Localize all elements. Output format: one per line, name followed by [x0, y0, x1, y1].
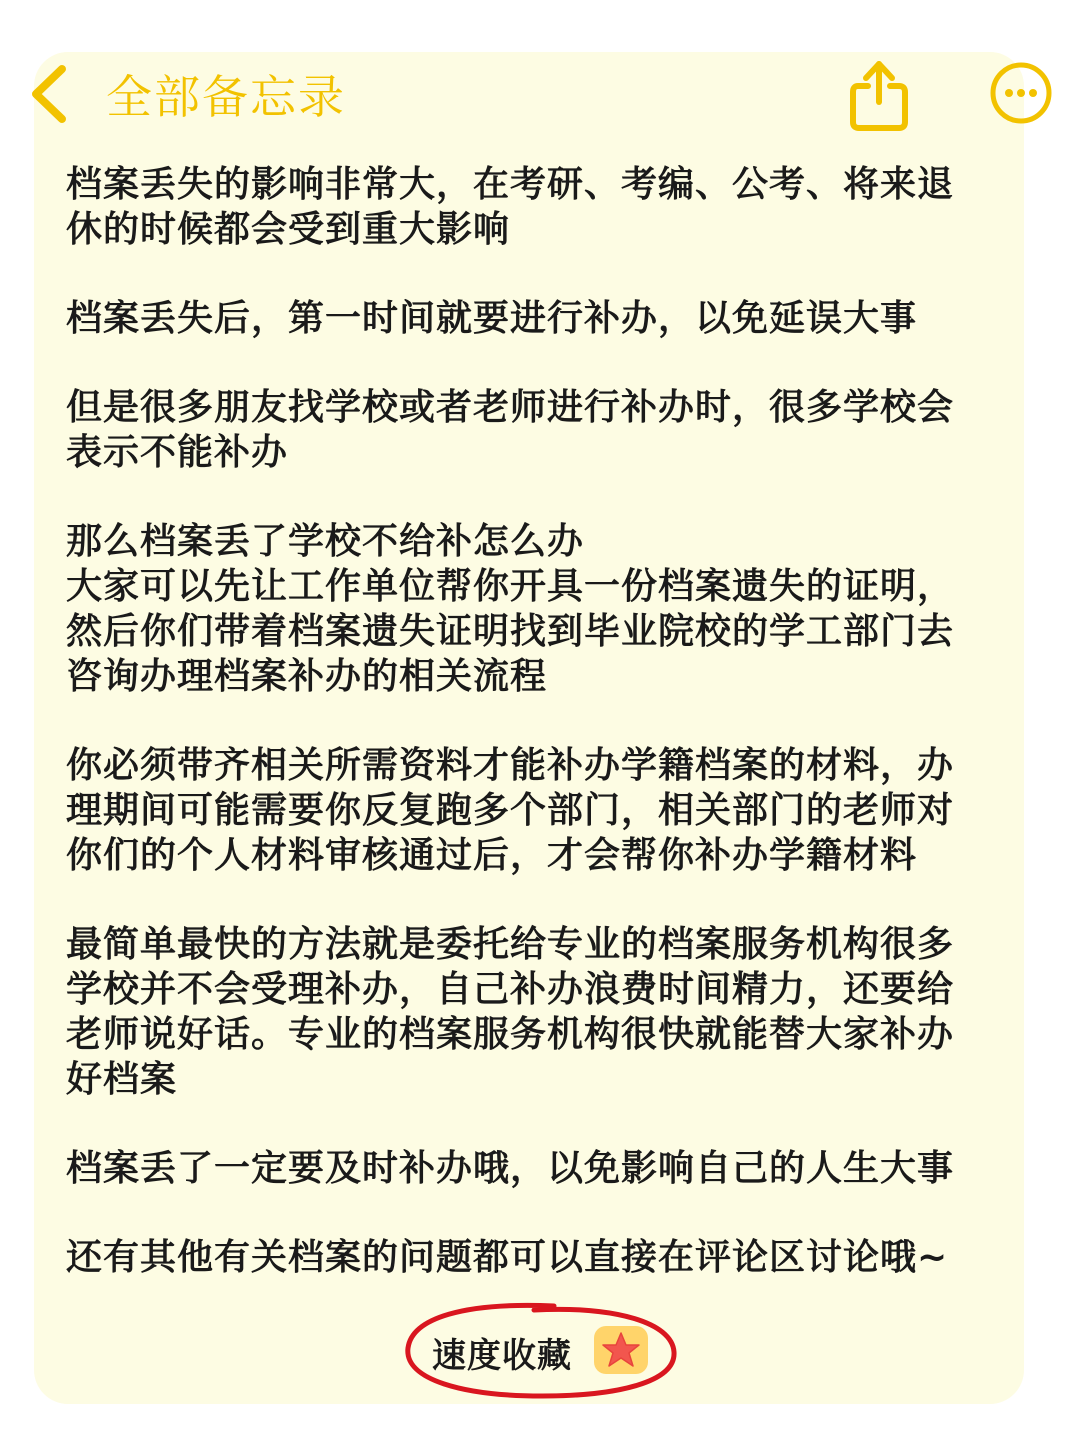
chevron-left-icon — [22, 61, 82, 127]
note-line: 但是很多朋友找学校或者老师进行补办时，很多学校会 — [66, 387, 955, 428]
note-line: 你必须带齐相关所需资料才能补办学籍档案的材料，办 — [66, 745, 955, 786]
note-line: 好档案 — [66, 1059, 178, 1100]
note-line: 那么档案丢了学校不给补怎么办 — [66, 521, 585, 562]
note-paragraph — [66, 519, 996, 699]
note-line: 还有其他有关档案的问题都可以直接在评论区讨论哦~ — [66, 1237, 949, 1278]
note-line: 然后你们带着档案遗失证明找到毕业院校的学工部门去 — [66, 611, 955, 652]
note-paragraph — [66, 743, 996, 878]
note-line: 老师说好话。专业的档案服务机构很快就能替大家补办 — [66, 1014, 955, 1055]
star-icon — [594, 1326, 648, 1374]
note-line: 你们的个人材料审核通过后，才会帮你补办学籍材料 — [66, 835, 918, 876]
note-paragraph — [66, 922, 996, 1102]
note-line: 休的时候都会受到重大影响 — [66, 209, 511, 250]
favorite-callout — [404, 1300, 680, 1400]
back-label: 全部备忘录 — [106, 70, 346, 124]
note-line: 档案丢失的影响非常大，在考研、考编、公考、将来退 — [66, 164, 955, 205]
note-paragraph — [66, 385, 996, 475]
share-icon[interactable] — [846, 52, 912, 132]
note-paragraph — [66, 296, 996, 341]
navigation-bar — [0, 0, 1080, 140]
note-line: 最简单最快的方法就是委托给专业的档案服务机构很多 — [66, 924, 955, 965]
back-button[interactable] — [22, 58, 422, 130]
note-line: 档案丢了一定要及时补办哦，以免影响自己的人生大事 — [66, 1148, 955, 1189]
favorite-label: 速度收藏 — [432, 1336, 572, 1376]
note-paragraph — [66, 1146, 996, 1191]
note-line: 档案丢失后，第一时间就要进行补办，以免延误大事 — [66, 298, 918, 339]
note-line: 大家可以先让工作单位帮你开具一份档案遗失的证明， — [66, 566, 955, 607]
note-body[interactable] — [66, 162, 996, 1324]
note-line: 理期间可能需要你反复跑多个部门，相关部门的老师对 — [66, 790, 955, 831]
note-line: 表示不能补办 — [66, 432, 289, 473]
note-paragraph — [66, 1235, 996, 1280]
note-paragraph — [66, 162, 996, 252]
ellipsis-circle-icon[interactable] — [988, 60, 1054, 126]
note-line: 咨询办理档案补办的相关流程 — [66, 656, 548, 697]
note-line: 学校并不会受理补办，自己补办浪费时间精力，还要给 — [66, 969, 955, 1010]
